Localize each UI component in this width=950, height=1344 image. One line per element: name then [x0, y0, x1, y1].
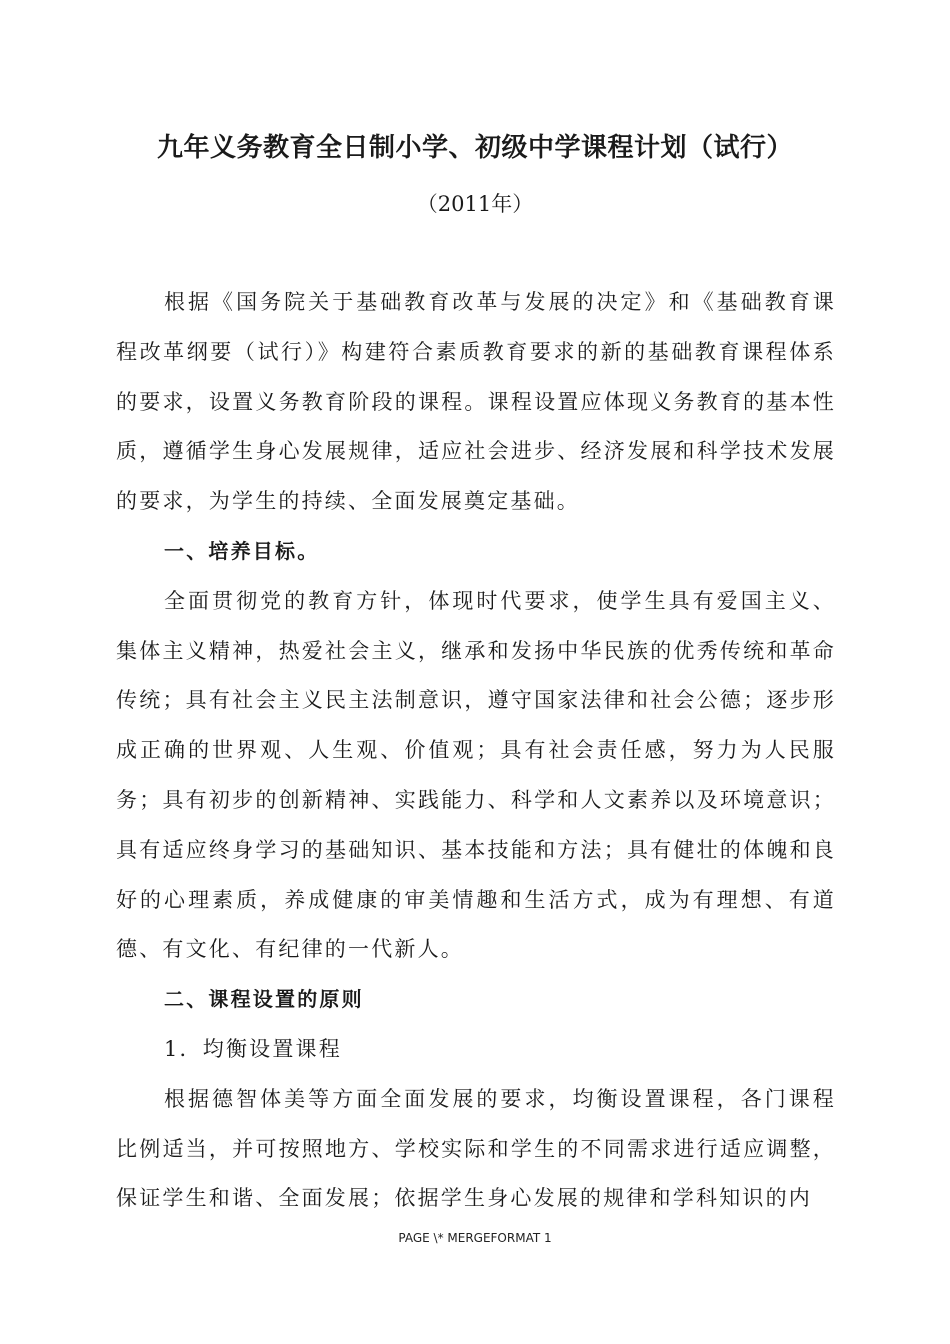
document-title: 九年义务教育全日制小学、初级中学课程计划（试行） — [156, 133, 793, 163]
page-footer: PAGE \* MERGEFORMAT 1 — [398, 1231, 552, 1245]
subheading-balance: 1．均衡设置课程 — [164, 1036, 342, 1061]
section-heading-goals: 一、培养目标。 — [164, 538, 320, 563]
balance-paragraph: 根据德智体美等方面全面发展的要求，均衡设置课程，各门课程比例适当，并可按照地方、学校实际和学生的不同需求进行适应调整，保证学生和谐、全面发展；依据学生身心发展的规律和学科知识的内 — [116, 1086, 836, 1211]
section-heading-principles: 二、课程设置的原则 — [164, 987, 364, 1012]
intro-paragraph: 根据《国务院关于基础教育改革与发展的决定》和《基础教育课程改革纲要（试行）》构建符合素质教育要求的新的基础教育课程体系的要求，设置义务教育阶段的课程。课程设置应体现义务教育的基本性质，遵循学生身心发展规律，适应社会进步、经济发展和科学技术发展的要求，为学生的持续、全面发展奠定基础。 — [116, 290, 836, 514]
document-body — [116, 278, 836, 1224]
document-subtitle: （2011年） — [416, 192, 534, 216]
goals-paragraph: 全面贯彻党的教育方针，体现时代要求，使学生具有爱国主义、集体主义精神，热爱社会主义，继承和发扬中华民族的优秀传统和革命传统；具有社会主义民主法制意识，遵守国家法律和社会公德；逐步形成正确的世界观、人生观、价值观；具有社会责任感，努力为人民服务；具有初步的创新精神、实践能力、科学和人文素养以及环境意识；具有适应终身学习的基础知识、基本技能和方法；具有健壮的体魄和良好的心理素质，养成健康的审美情趣和生活方式，成为有理想、有道德、有文化、有纪律的一代新人。 — [116, 588, 836, 962]
